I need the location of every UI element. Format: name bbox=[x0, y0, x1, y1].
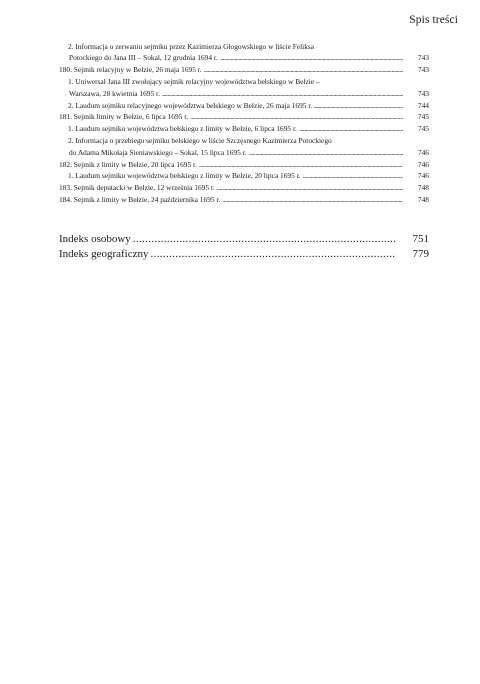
dot-leader bbox=[249, 147, 403, 158]
dot-leader bbox=[217, 182, 403, 193]
toc-entry bbox=[59, 123, 429, 134]
toc-entry-title: 184. Sejmik z limity w Bełzie, 24 października 1695 r. bbox=[59, 195, 221, 205]
toc-entry-page: 746 bbox=[417, 147, 429, 157]
dot-leader bbox=[151, 247, 396, 262]
dot-leader bbox=[299, 123, 403, 134]
toc-entry-text bbox=[59, 182, 429, 193]
toc-entry-title: 1. Laudum sejmiku województwa bełskiego z limity w Bełzie, 20 lipca 1695 r. bbox=[68, 171, 301, 181]
index-list bbox=[59, 232, 429, 262]
toc-entry-page: 744 bbox=[417, 100, 429, 110]
toc-entry-line: 2. Informacja o przebiegu sejmiku bełskiego w liście Szczęsnego Kazimierza Potockiego bbox=[68, 136, 332, 146]
toc-entry-text bbox=[59, 123, 429, 134]
dot-leader bbox=[162, 88, 403, 99]
toc-entry-page: 745 bbox=[417, 112, 429, 122]
toc-entry-text bbox=[59, 159, 429, 170]
toc-entry-text bbox=[59, 194, 429, 205]
toc-entry-text bbox=[59, 76, 429, 99]
toc-entry bbox=[59, 111, 429, 122]
toc-entry-title: Potockiego do Jana III – Sokal, 12 grudnia 1694 r. bbox=[69, 53, 218, 63]
toc-entry bbox=[59, 159, 429, 170]
toc-entry-title: 182. Sejmik z limity w Bełzie, 20 lipca 1695 r. bbox=[59, 159, 197, 169]
toc-entry-page: 743 bbox=[417, 53, 429, 63]
toc-entry-page: 748 bbox=[417, 183, 429, 193]
toc-entry-page: 745 bbox=[417, 124, 429, 134]
toc-entry bbox=[59, 76, 429, 99]
toc-entry bbox=[59, 64, 429, 75]
dot-leader bbox=[133, 232, 395, 247]
toc-entry-text bbox=[59, 100, 429, 111]
dot-leader bbox=[222, 194, 403, 205]
toc-entry bbox=[59, 170, 429, 181]
toc-entry-page: 743 bbox=[417, 88, 429, 98]
toc-entry bbox=[59, 100, 429, 111]
toc-entry-title: 181. Sejmik limity w Bełzie, 6 lipca 1695 r. bbox=[59, 112, 189, 122]
toc-entry-line: 2. Informacja o zerwaniu sejmiku przez Kazimierza Głogowskiego w liście Feliksa bbox=[68, 42, 315, 51]
dot-leader bbox=[204, 64, 403, 75]
toc-entry bbox=[59, 135, 429, 158]
toc-entry-page: 746 bbox=[417, 159, 429, 169]
toc-entry-text bbox=[59, 41, 429, 64]
toc-entry-title: 180. Sejmik relacyjny w Bełzie, 26 maja 1695 r. bbox=[59, 65, 202, 75]
dot-leader bbox=[314, 100, 403, 111]
toc-entry-title: 2. Laudum sejmiku relacyjnego województwa bełskiego w Bełzie, 26 maja 1695 r. bbox=[68, 100, 313, 110]
toc-entry-line: 1. Uniwersał Jana III zwołujący sejmik relacyjny województwa bełskiego w Bełzie – bbox=[68, 77, 320, 87]
toc-entry-text bbox=[59, 135, 429, 158]
page-header-title: Spis treści bbox=[409, 14, 458, 26]
toc-entry-page: 743 bbox=[417, 65, 429, 75]
toc-entry-text bbox=[59, 170, 429, 181]
index-entry-page: 751 bbox=[412, 233, 429, 245]
toc-entry-title: Warszawa, 28 kwietnia 1695 r. bbox=[69, 88, 160, 98]
toc-entry-page: 746 bbox=[417, 171, 429, 181]
toc-entry-text bbox=[59, 111, 429, 122]
toc-entry-text bbox=[59, 64, 429, 75]
index-entry bbox=[59, 247, 429, 262]
index-entry bbox=[59, 232, 429, 247]
toc-entry bbox=[59, 182, 429, 193]
table-of-contents bbox=[59, 41, 429, 206]
toc-entry-title: 183. Sejmik deputacki w Bełzie, 12 września 1695 r. bbox=[59, 183, 215, 193]
dot-leader bbox=[303, 170, 403, 181]
toc-entry-page: 748 bbox=[417, 195, 429, 205]
toc-entry-title: do Adama Mikołaja Sieniawskiego – Sokal, 15 lipca 1695 r. bbox=[69, 147, 247, 157]
toc-entry-title: 1. Laudum sejmiku województwa bełskiego z limity w Bełzie, 6 lipca 1695 r. bbox=[68, 124, 297, 134]
dot-leader bbox=[190, 111, 403, 122]
toc-entry bbox=[59, 194, 429, 205]
index-entry-page: 779 bbox=[412, 248, 429, 260]
index-entry-title: Indeks osobowy bbox=[59, 233, 131, 245]
index-entry-title: Indeks geograficzny bbox=[59, 248, 149, 260]
dot-leader bbox=[199, 159, 403, 170]
toc-entry bbox=[59, 41, 429, 64]
dot-leader bbox=[220, 52, 403, 63]
